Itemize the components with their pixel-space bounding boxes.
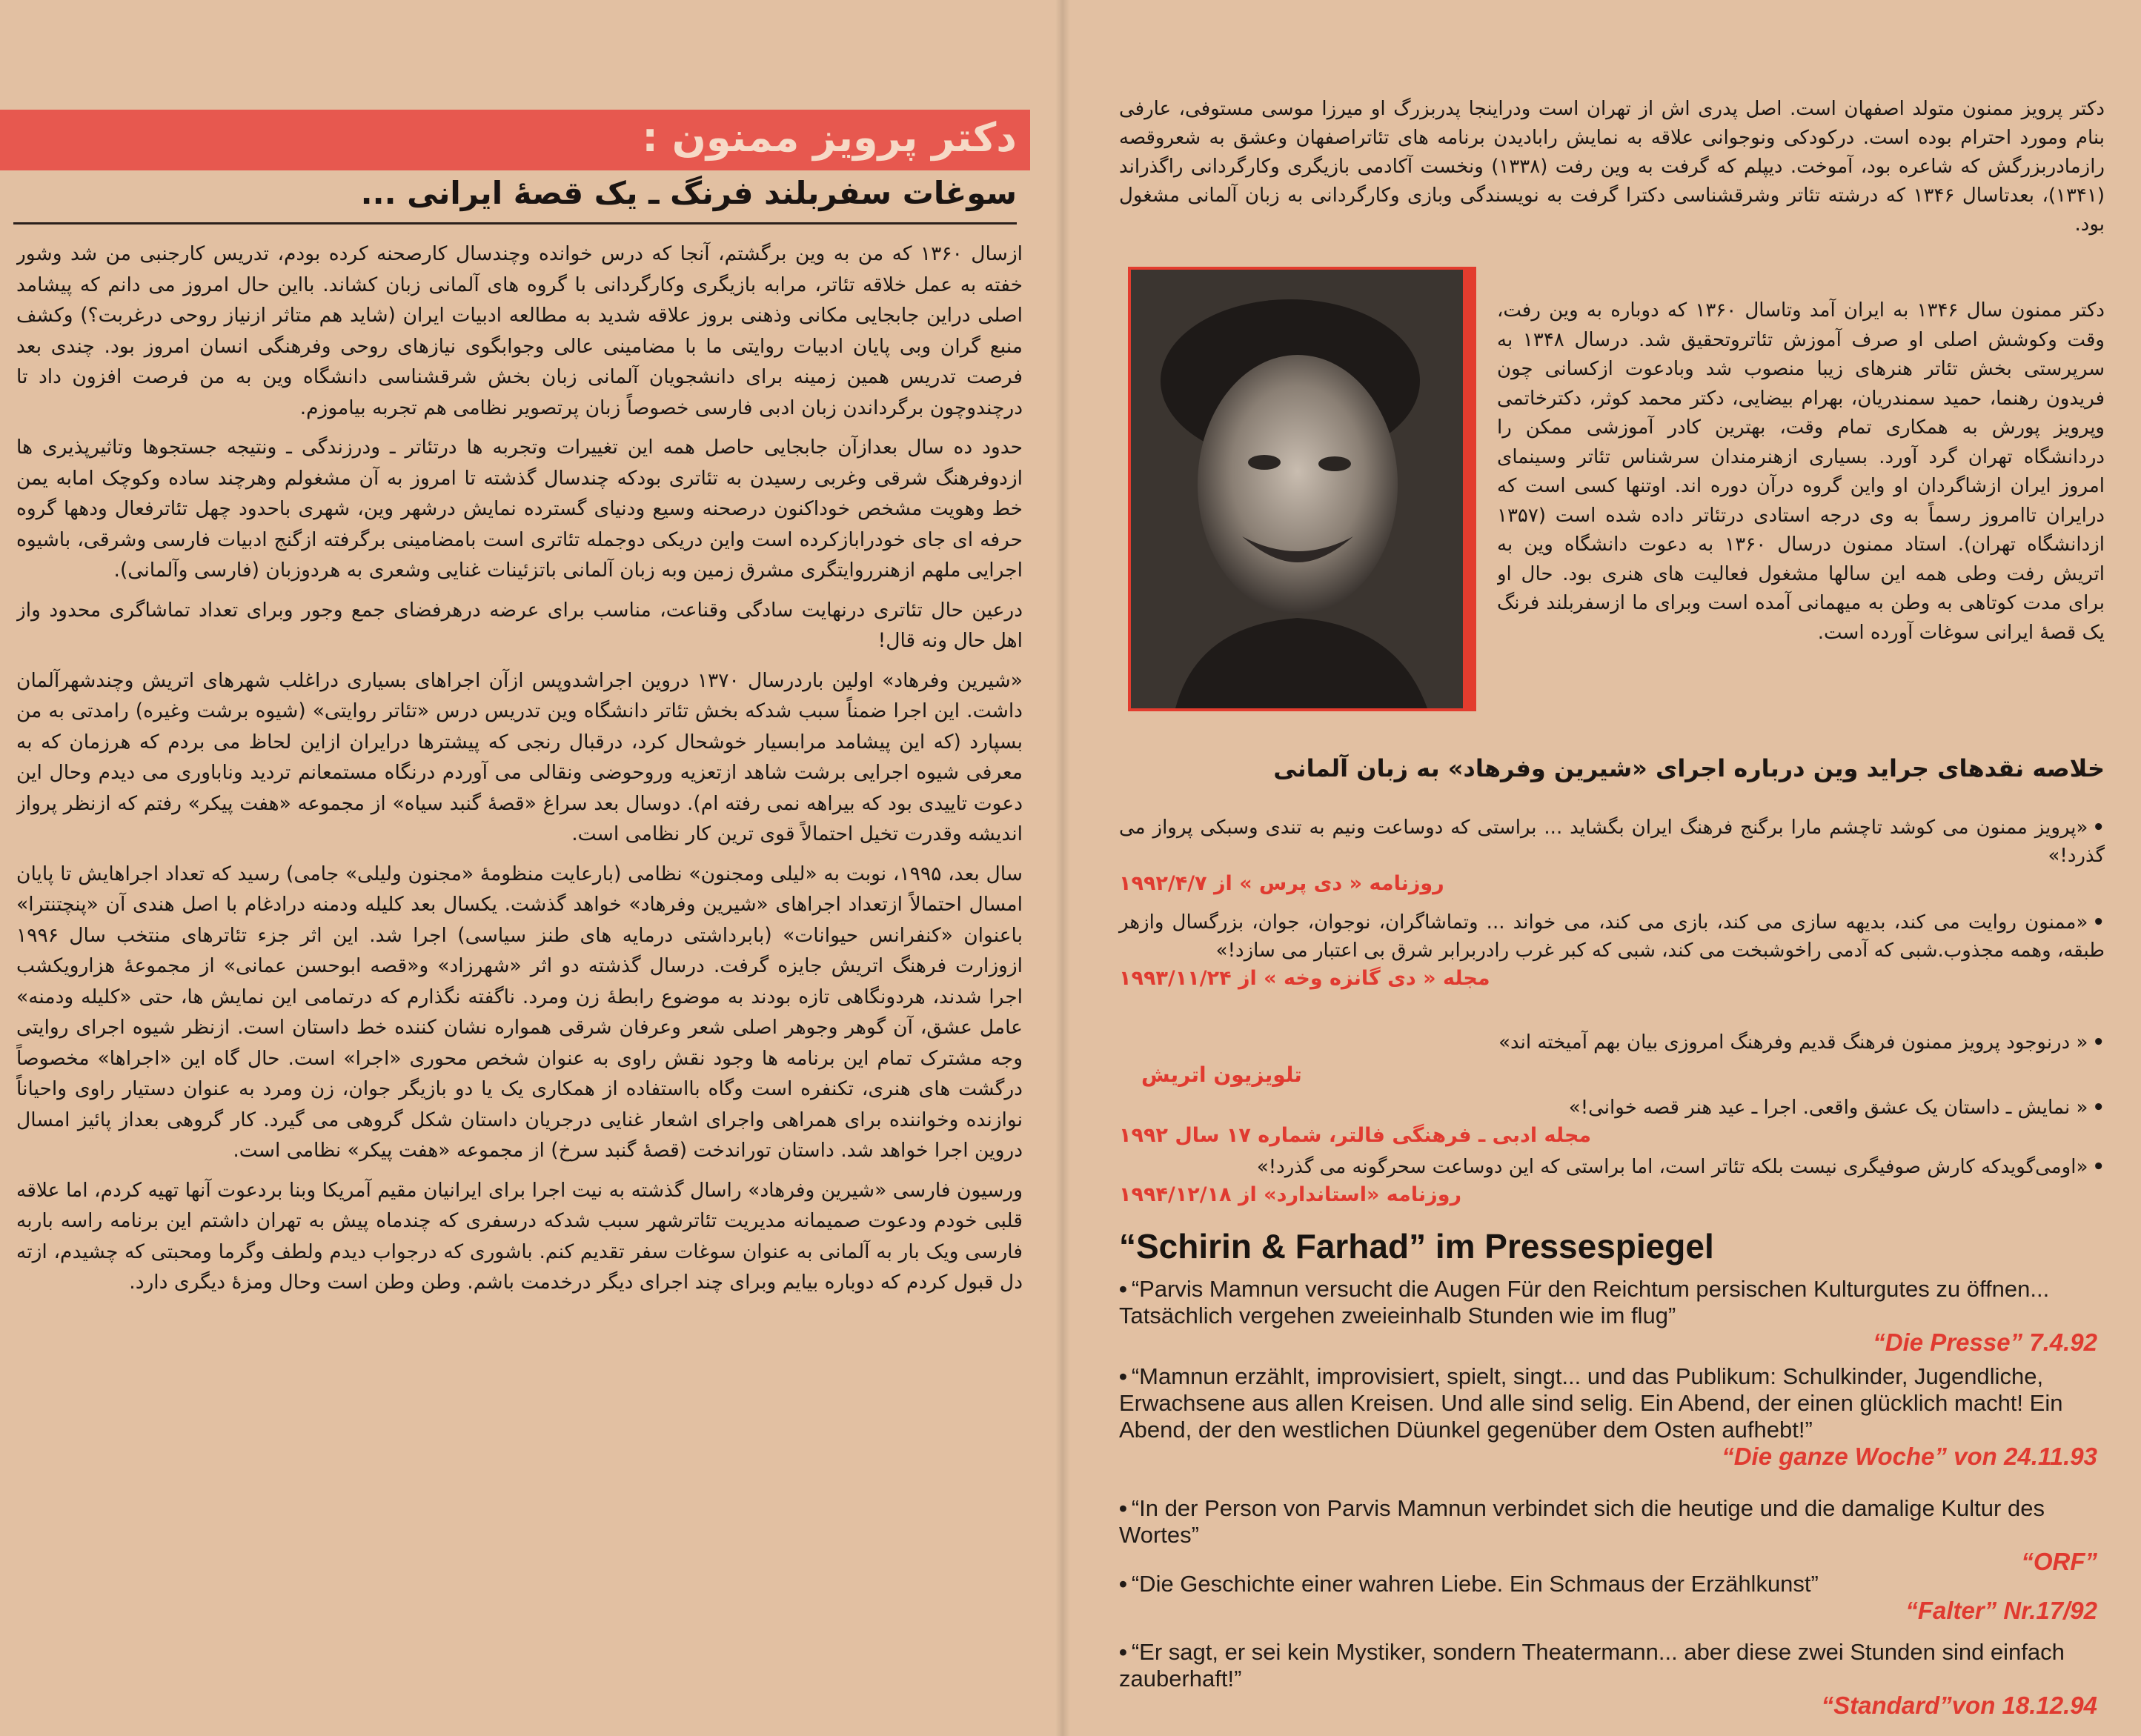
bullet-icon: • <box>2092 1156 2105 1178</box>
quote-text: “Parvis Mamnun versucht die Augen Für den Reichtum persischen Kulturgutes zu öffnen... Tatsächlich vergehen zweieinhalb Stunden wie im flug” <box>1119 1276 2050 1328</box>
intro-paragraph: دکتر پرویز ممنون متولد اصفهان است. اصل پدری اش از تهران است ودراینجا پدربزرگ او میرزا موسی مستوفی، عارفی بنام ومورد احترام بوده است. درکودکی ونوجوانی علاقه به نمایش رابادیدن برنامه های تئاتراصفهان وعشق به شعروقصه رازمادربزرگش که شاعره بود، آموخت. دیپلم که گرفت به وین رفت (۱۳۳۸) ونخست آکادمی بازیگری وکارگردانی راگذراند (۱۳۴۱)، بعدتاسال ۱۳۴۶ که درشته تئاتر وشرقشناسی دکترا گرفت به نویسندگی وبازی وکارگردانی به زبان آلمانی مشغول بود. <box>1119 98 2105 236</box>
press-quote-de <box>1119 1639 2105 1719</box>
quote-text: «پرویز ممنون می کوشد تاچشم مارا برگنج فرهنگ ایران بگشاید ... براستی که دوساعت ونیم به تندی وسبکی پرواز می گذرد!» <box>1119 817 2105 867</box>
press-quote-fa <box>1119 1028 2105 1057</box>
body-paragraph: ازسال ۱۳۶۰ که من به وین برگشتم، آنجا که درس خوانده وچندسال کارصحنه کرده بودم، تدریس کارجنبی من شد وشور خفته به عمل خلاقه تئاتر، مرابه بازیگری وکارگردانی با گروه های آلمانی زبان کشاند. بااین حال امروز می دانم که پیشامد اصلی دراین جابجایی مکانی وذهنی بروز علاقه شدید به مطالعه ادبیات ایران (شاید هم متاثر ازنیاز روحی درغربت؟) وکشف منبع گران وبی پایان ادبیات روایتی ما با مضامینی عالی وجوابگوی نیازهای روحی وفرهنگی انسان امروز بود. چندی بعد فرصت تدریس همین زمینه برای دانشجویان آلمانی زبان بخش شرقشناسی دانشگاه وین به من فرصت افزون داد تا درچندوچون برگرداندن زبان ادبی فارسی خصوصاً زبان پرتصویر نظامی هم تجربه بیاموزم. <box>16 242 1023 419</box>
quote-text: «اومی‌گویدکه کارش صوفیگری نیست بلکه تئاتر است، اما براستی که این دوساعت سحرگونه می گذرد!» <box>1256 1156 2088 1178</box>
bullet-icon: • <box>1119 1363 1127 1389</box>
portrait-photo <box>1131 270 1463 708</box>
quote-source: “ORF” <box>2021 1548 2097 1575</box>
bullet-icon: • <box>2092 911 2105 934</box>
press-quote-fa <box>1119 1153 2105 1209</box>
quote-text: «ممنون روایت می کند، بدیهه سازی می کند، بازی می کند، می خواند ... وتماشاگران، نوجوان، جوان، بزرگسال وازهر طبقه، وهمه مجذوب.شبی که آدمی راخوشبخت می کند، شبی که کبر غرب رادربرابر شرق بی اعتبار می سازد!» <box>1119 911 2105 962</box>
quote-source: “Die Presse” 7.4.92 <box>1873 1328 2097 1356</box>
bullet-icon: • <box>2092 817 2105 839</box>
title-banner <box>0 110 1030 170</box>
press-quote-de <box>1119 1495 2105 1575</box>
bullet-icon: • <box>1119 1571 1127 1597</box>
quote-source: “Die ganze Woche” von 24.11.93 <box>1722 1443 2097 1470</box>
press-quote-de <box>1119 1363 2105 1470</box>
quote-source: مجله « دی گانزه وخه » از ۱۹۹۳/۱۱/۲۴ <box>1119 967 1490 990</box>
german-press-heading: “Schirin & Farhad” im Pressespiegel <box>1119 1227 1714 1266</box>
quote-text: “Mamnun erzählt, improvisiert, spielt, singt... und das Publikum: Schulkinder, Jugendliche, Erwachsene aus allen Kreisen. Und alle sind selig. Ein Abend, der einen glücklich macht! Ein Abend, der den westlichen Düunkel gegenüber dem Osten aufhebt!” <box>1119 1363 2063 1443</box>
press-quote-fa <box>1119 908 2105 993</box>
reviews-heading: خلاصه نقدهای جراید وین درباره اجرای «شیرین وفرهاد» به زبان آلمانی <box>1273 754 2105 782</box>
bullet-icon: • <box>2092 1031 2105 1054</box>
bullet-icon: • <box>1119 1639 1127 1665</box>
article-subtitle: سوغات سفربلند فرنگ ـ یک قصهٔ ایرانی ... <box>360 175 1017 211</box>
quote-source: تلویزیون اتریش <box>1141 1062 1302 1087</box>
press-quote-fa <box>1119 814 2105 898</box>
quote-source: “Standard”von 18.12.94 <box>1821 1692 2097 1719</box>
quote-text: “In der Person von Parvis Mamnun verbindet sich die heutige und die damalige Kultur des Wortes” <box>1119 1495 2045 1548</box>
quote-text: “Die Geschichte einer wahren Liebe. Ein Schmaus der Erzählkunst” <box>1131 1571 1819 1597</box>
bullet-icon: • <box>1119 1495 1127 1521</box>
quote-source: “Falter” Nr.17/92 <box>1905 1597 2097 1624</box>
quote-source: مجله ادبی ـ فرهنگی فالتر، شماره ۱۷ سال ۱۹۹۲ <box>1119 1124 1592 1147</box>
subtitle-divider <box>13 222 1017 225</box>
body-paragraph: ورسیون فارسی «شیرین وفرهاد» راسال گذشته به نیت اجرا برای ایرانیان مقیم آمریکا وبنا بردعوت آنها تهیه کردم، اما علاقه قلبی خودم ودعوت صمیمانه مدیریت تئاترشهر سبب شدکه درسفری که چندماه پیش به تهران داشتم این برنامه راسه باربه فارسی ویک بار به آلمانی به عنوان سوغات سفر تقدیم کنم. باشوری که درجواب دیدم ولطف وگرما ومحبتی که چشیدم، ازته دل قبول کردم که دوباره بیایم وبرای چند اجرای دیگر درخدمت باشم. وطن وطن است وحال ومزهٔ دیگری دارد. <box>16 1178 1023 1294</box>
article-title: دکتر پرویز ممنون : <box>642 114 1017 161</box>
quote-source: روزنامه « دی پرس » از ۱۹۹۲/۴/۷ <box>1119 872 1444 895</box>
page-gutter <box>1055 0 1070 1736</box>
body-paragraph: درعین حال تئاتری درنهایت سادگی وقناعت، مناسب برای عرضه درهرفضای جمع وجور وبرای تعداد تماشاگری محدود واز اهل حال ونه قال! <box>16 598 1023 652</box>
article-body <box>16 239 1023 1720</box>
press-quote-fa <box>1119 1094 2105 1150</box>
right-page <box>1075 0 2141 1736</box>
press-quote-de <box>1119 1571 2105 1624</box>
left-page <box>0 0 1030 1736</box>
bullet-icon: • <box>1119 1276 1127 1302</box>
press-quote-de <box>1119 1276 2105 1356</box>
quote-text: « نمایش ـ داستان یک عشق واقعی. اجرا ـ عید هنر قصه خوانی!» <box>1568 1097 2088 1119</box>
quote-text: « درنوجود پرویز ممنون فرهنگ قدیم وفرهنگ امروزی بیان بهم آمیخته اند» <box>1498 1031 2088 1054</box>
biography-text: دکتر ممنون سال ۱۳۴۶ به ایران آمد وتاسال ۱۳۶۰ که دوباره به وین رفت، وقت وکوشش اصلی او صرف آموزش تئاتروتحقیق شد. درسال ۱۳۴۸ به سرپرستی بخش تئاتر هنرهای زیبا منصوب شد وبادعوت ازکسانی چون فریدون رهنما، حمید سمندریان، بهرام بیضایی، دکتر محمد کوثر، دکترخاتمی وپرویز پورش به همکاری تمام وقت، بهترین کادر آموزشی ممکن را دردانشگاه تهران گرد آورد. بسیاری ازهنرمندان سرشناس تئاتر وسینمای امروز ایران ازشاگردان او واین گروه درآن دوره اند. اوتنها کسی است که درایران تاامروز رسماً به وی درجه استادی درتئاتر داده شده است (۱۳۵۷ ازدانشگاه تهران). استاد ممنون درسال ۱۳۶۰ به دعوت دانشگاه وین به اتریش رفت وطی همه این سالها مشغول فعالیت های هنری بود. حال او برای مدت کوتاهی به وطن به میهمانی آمده است وبرای ما ازسفربلند فرنگ یک قصهٔ ایرانی سوغات آورده است. <box>1497 299 2105 644</box>
body-paragraph: سال بعد، ۱۹۹۵، نوبت به «لیلی ومجنون» نظامی (بارعایت منظومهٔ «مجنون ولیلی» جامی) رسید که تعداد اجراهایش تا پایان امسال احتمالاً ازتعداد اجراهای «شیرین وفرهاد» خواهد گذشت. یکسال بعد کلیله ودمنه درادغام با اصل هندی آن «پنچتنترا» باعنوان «کنفرانس حیوانات» (بابرداشتی درمایه های طنز سیاسی) اجرا شد. این اثر جزء تئاترهای منتخب سال ۱۹۹۶ ازوزارت فرهنگ اتریش جایزه گرفت. درسال گذشته دو اثر «شهرزاد» و«قصه ابوحسن عمانی» از مجموعهٔ هزارویکشب اجرا شدند، هردونگاهی تازه بودند به موضوع رابطهٔ زن ومرد. ناگفته نگذارم که درتمامی این نمایش ها، حتی «کلیله ودمنه» عامل عشق، آن گوهر وجوهر اصلی شعر وعرفان شرقی همواره نشان کننده خط داستان است. ازنظر شیوه اجرای روایتی وجه مشترک تمام این برنامه ها وجود نقش راوی به عنوان شخص محوری «اجرا» است. حال گاه این «اجراها» مخصوصاً درگشت های هنری، تکنفره است وگاه بااستفاده از همکاری یک یا دو بازیگر جوان، زن ومرد به عنوان دستیار راوی واحیاناً نوازنده وخواننده برای همراهی واجرای اشعار غنایی درجریان داستان شکل گروهی می گیرد. کار گروهی بعداز پائیز امسال دروین اجرا خواهد شد. داستان توراندخت (قصهٔ گنبد سرخ) از مجموعه «هفت پیکر» نظامی است. <box>16 862 1023 1162</box>
body-paragraph: حدود ده سال بعدازآن جابجایی حاصل همه این تغییرات وتجربه ها درتئاتر ـ ودرزندگی ـ ونتیجه جستجوها وتاثیرپذیری ها ازدوفرهنگ شرقی وغربی رسیدن به تئاتری بودکه چندسال گذشته تا امروز به آن مشغولم وهرچند ساده وکوچک امابه یمن خط وهویت مشخص خوداکنون درصحنه وسیع ودنیای گسترده نمایش درشهر وین، شهری باحدود چهل تئاترفعال ودهها گروه حرفه ای جای خودرابازکرده است واین دریکی دوجمله تئاتری است بامضامینی برگرفته ازگنج ادبیات فارسی وشرقی، باشیوه اجرایی ملهم ازهنرروایتگری مشرق زمین وبه زبان آلمانی باتزئینات غنایی وشعری به هردوزبان (فارسی وآلمانی). <box>16 436 1023 582</box>
quote-text: “Er sagt, er sei kein Mystiker, sondern Theatermann... aber diese zwei Stunden sind einfach zauberhaft!” <box>1119 1639 2065 1692</box>
bullet-icon: • <box>2092 1097 2105 1119</box>
quote-source: روزنامه «استاندارد» از ۱۹۹۴/۱۲/۱۸ <box>1119 1183 1462 1206</box>
body-paragraph: «شیرین وفرهاد» اولین باردرسال ۱۳۷۰ دروین اجراشدوپس ازآن اجراهای بسیاری دراغلب شهرهای اتریش وچندشهرآلمان داشت. این اجرا ضمناً سبب شدکه بخش تئاتر دانشگاه وین تدریس درس «تئاتر روایتی» (شیوه برشت وغیره) رامدتی به من بسپارد (که این پیشامد مرابسیار خوشحال کرد، درقبال رنجی که پیشترها درایران ازاین لحاظ می بردم که هرزمان که به معرفی شیوه اجرایی برشت شاهد ازتعزیه وروحوضی ونقالی می آوردم درنگاه مستمعانم تردید وناباوری می دیدم وحال این دعوت تاییدی بود که بیراهه نمی رفته ام). دوسال بعد سراغ «قصهٔ گنبد سیاه» از مجموعه «هفت پیکر» رفتم که ازنظر پرواز اندیشه وقدرت تخیل احتمالاً قوی ترین کار نظامی است. <box>16 668 1023 845</box>
